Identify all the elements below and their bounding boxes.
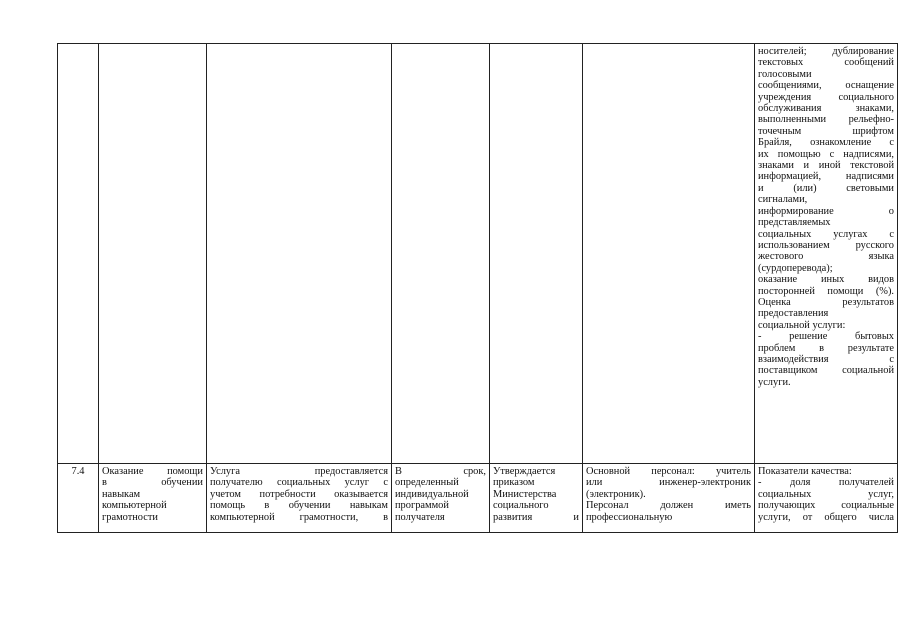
conditions-line: (электроник).: [586, 488, 646, 500]
tariff-line: Утверждается: [493, 466, 556, 477]
tariff-line: развития и: [493, 511, 579, 523]
cell-number-prev: [58, 44, 99, 464]
service-name-line: компьютерной: [102, 500, 167, 512]
quality-text-line: социальной услуги:: [758, 319, 846, 331]
table-row-continued: [58, 44, 898, 464]
row-number: 7.4: [71, 466, 85, 477]
quality-line: получающих социальные: [758, 500, 894, 512]
cell-quality: [755, 464, 898, 533]
cell-conditions: [583, 464, 755, 533]
quality-line: - доля получателей: [758, 477, 894, 489]
quality-text-line: посторонней помощи (%).: [758, 285, 894, 297]
quality-text-line: жестового языка: [758, 251, 894, 263]
cell-name: [99, 464, 207, 533]
conditions-line: профессиональную: [586, 511, 673, 523]
services-table: [57, 43, 898, 533]
cell-tariff-prev: [490, 44, 583, 464]
term-line: индивидуальной: [395, 488, 469, 500]
conditions-line: Основной персонал: учитель: [586, 466, 751, 477]
cell-conditions-prev: [583, 44, 755, 464]
term-line: программой: [395, 500, 449, 512]
conditions-line: или инженер-электроник: [586, 477, 751, 489]
quality-text-line: выполненными рельефно-: [758, 114, 894, 126]
quality-text-line: услуги.: [758, 376, 791, 388]
description-line: Услуга предоставляется: [210, 466, 388, 477]
quality-text-line: обслуживания знаками,: [758, 103, 894, 115]
quality-text-line: их помощью с надписями,: [758, 148, 894, 160]
quality-text-line: оказание иных видов: [758, 274, 894, 286]
quality-text-line: поставщиком социальной: [758, 365, 894, 377]
quality-text-line: и (или) световыми: [758, 182, 894, 194]
quality-text-line: Оценка результатов: [758, 296, 894, 308]
quality-text-line: текстовых сообщений: [758, 57, 894, 69]
service-name-line: в обучении: [102, 477, 203, 489]
quality-text-line: информацией, надписями: [758, 171, 894, 183]
service-name-line: Оказание помощи: [102, 466, 203, 477]
cell-number: [58, 464, 99, 533]
cell-name-prev: [99, 44, 207, 464]
document-table-area: [57, 43, 897, 540]
quality-text-line: сигналами,: [758, 194, 808, 206]
quality-text-line: учреждения социального: [758, 91, 894, 103]
tariff-line: приказом: [493, 477, 535, 489]
quality-text-line: (сурдоперевода);: [758, 262, 833, 274]
quality-text-line: информирование о: [758, 205, 894, 217]
quality-text-line: голосовыми: [758, 68, 812, 80]
quality-text-line: взаимодействия с: [758, 353, 894, 365]
quality-text-line: представляемых: [758, 217, 831, 229]
term-line: определенный: [395, 477, 459, 489]
quality-line: социальных услуг,: [758, 488, 894, 500]
quality-text-line: социальных услугах с: [758, 228, 894, 240]
description-line: компьютерной грамотности, в: [210, 511, 388, 523]
term-line: получателя: [395, 511, 445, 523]
cell-term-prev: [392, 44, 490, 464]
service-name-line: грамотности: [102, 511, 158, 523]
conditions-line: Персонал должен иметь: [586, 500, 751, 512]
quality-text-line: знаками и иной текстовой: [758, 160, 894, 172]
quality-text-line: сообщениями, оснащение: [758, 80, 894, 92]
quality-line: услуги, от общего числа: [758, 511, 894, 523]
quality-text-line: носителей; дублирование: [758, 46, 894, 57]
description-line: помощь в обучении навыкам: [210, 500, 388, 512]
service-name-line: навыкам: [102, 488, 141, 500]
term-line: В срок,: [395, 466, 486, 477]
cell-tariff: [490, 464, 583, 533]
cell-quality-prev: [755, 44, 898, 464]
description-line: учетом потребности оказывается: [210, 488, 388, 500]
quality-text-line: проблем в результате: [758, 342, 894, 354]
tariff-line: социального: [493, 500, 549, 512]
quality-text-line: использованием русского: [758, 239, 894, 251]
quality-text-line: - решение бытовых: [758, 331, 894, 343]
description-line: получателю социальных услуг с: [210, 477, 388, 489]
cell-term: [392, 464, 490, 533]
table-row-7-4: [58, 464, 898, 533]
quality-line: Показатели качества:: [758, 466, 852, 477]
tariff-line: Министерства: [493, 488, 557, 500]
quality-text-line: предоставления: [758, 308, 829, 320]
cell-description-prev: [207, 44, 392, 464]
quality-text-line: точечным шрифтом: [758, 125, 894, 137]
cell-description: [207, 464, 392, 533]
quality-text-line: Брайля, ознакомление с: [758, 137, 894, 149]
